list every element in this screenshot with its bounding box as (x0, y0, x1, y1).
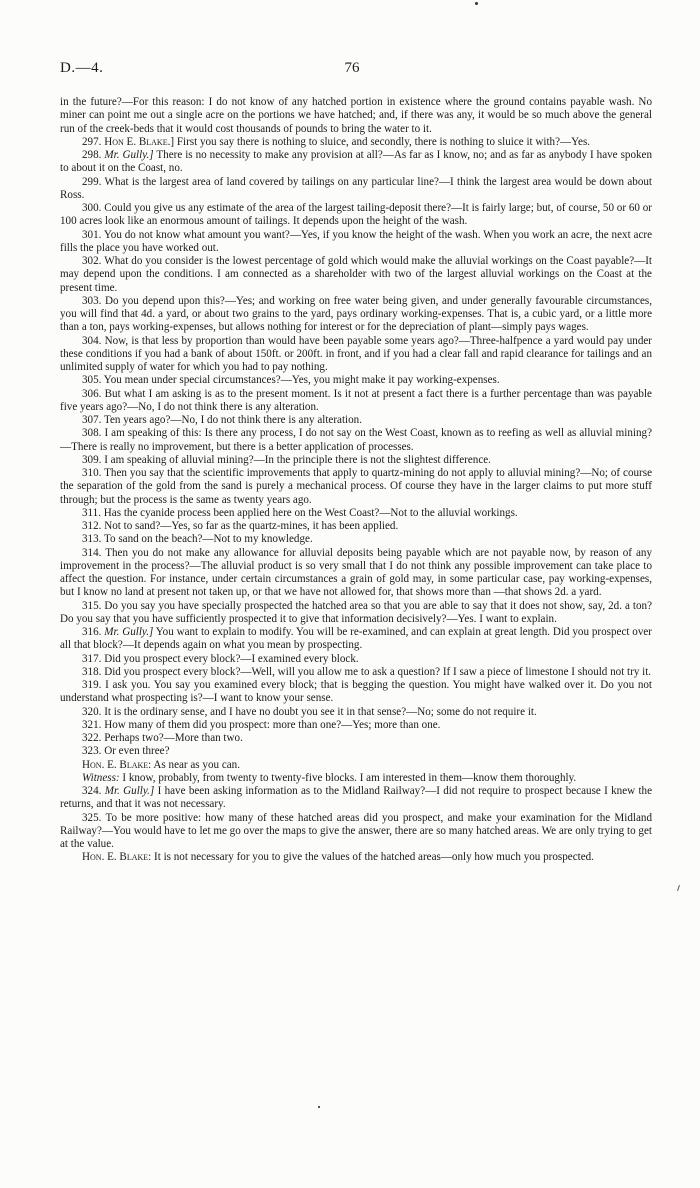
question-number: 312. (82, 520, 102, 532)
question-number: 309. (82, 453, 102, 466)
question-paragraph (60, 533, 652, 546)
question-number: 301. (82, 228, 102, 241)
paragraph-text: Do you depend upon this?—Yes; and working on free water being given, and under generally favourable circumstances, you will find that 4d. a yard, or about two grains to the yard, pays ordinary working-expenses. That is, a cubic yard, or a little more than a ton, pays working-expenses, but allows nothing for interest or for the depreciation of plant—simply pays wages. (60, 294, 652, 334)
question-number: 298. (82, 149, 102, 161)
document-code: D.—4. (60, 60, 104, 76)
paragraph-text: You mean under special circumstances?—Yes, you might make it pay working-expenses. (103, 374, 500, 387)
paragraph-text: It is the ordinary sense, and I have no doubt you see it in that sense?—No; some do not require it. (104, 705, 537, 718)
paragraph (60, 851, 652, 864)
paragraph-text: I ask you. You say you examined every block; that is begging the question. You might have walked over it. Do you not understand what prospecting is?—I want to know your sense. (60, 679, 652, 705)
paragraph-text: Not to sand?—Yes, so far as the quartz-mines, it has been applied. (104, 520, 399, 532)
question-number: 323. (82, 745, 102, 758)
question-number: 302. (82, 255, 102, 267)
question-paragraph (60, 427, 652, 454)
speaker-label: Mr. Gully.] (104, 149, 154, 161)
question-number: 325. (82, 811, 102, 824)
question-number: 317. (82, 652, 102, 665)
paragraph-text: Did you prospect every block?—I examined every block. (104, 652, 359, 665)
paragraph-text: Then you do not make any allowance for alluvial deposits being payable which are not payable now, by reason of any improvement in the process?—The alluvial product is so very small that I do not think any possible improvement can take place to affect the question. For instance, under certain circumstances a grain of gold may, in some particular case, pay working-expenses, but I know no land at present not taken up, or that we have not allowed for, that shows more than —that shows 2d. a yard. (60, 546, 652, 599)
question-number: 299. (82, 175, 102, 188)
paragraph-text: I know, probably, from twenty to twenty-five blocks. I am interested in them—know them thoroughly. (122, 771, 577, 784)
testimony-body (60, 96, 652, 865)
question-number: 308. (82, 427, 102, 440)
paragraph-text: How many of them did you prospect: more than one?—Yes; more than one. (104, 718, 441, 731)
paragraph-text: I am speaking of alluvial mining?—In the principle there is not the slightest difference. (104, 453, 491, 466)
speaker-label: Hon. E. Blake: (82, 758, 152, 771)
paragraph-text: There is no necessity to make any provision at all?—As far as I know, no; and as far as anybody I have spoken to about it on the Coast, no. (60, 149, 653, 175)
question-number: 314. (82, 546, 102, 559)
paragraph-text: Did you prospect every block?—Well, will you allow me to ask a question? If I saw a piece of limestone I should not try it. (104, 665, 652, 678)
question-number: 300. (82, 202, 102, 214)
paragraph-text: What is the largest area of land covered by tailings on any particular line?—I think the largest area would be down about Ross. (60, 175, 652, 201)
question-paragraph (60, 653, 652, 666)
paragraph-text: It is not necessary for you to give the values of the hatched areas—only how much you prospected. (154, 851, 594, 864)
question-paragraph (60, 520, 652, 533)
question-paragraph (60, 136, 652, 149)
paragraph-text: First you say there is nothing to sluice, and secondly, there is nothing to sluice it with?—Yes. (176, 135, 591, 148)
question-paragraph (60, 745, 652, 758)
paragraph-text: What do you consider is the lowest percentage of gold which would make the alluvial workings on the Coast payable?—It may depend upon the conditions. I am connected as a shareholder with two of the largest alluvial workings on the Coast at the present time. (60, 255, 652, 294)
question-paragraph (60, 202, 652, 229)
question-number: 324. (82, 785, 102, 797)
stray-mark (475, 2, 478, 5)
question-number: 318. (82, 665, 102, 678)
paragraph (60, 96, 652, 136)
speaker-label: Mr. Gully.] (104, 785, 155, 797)
speaker-label: Hon E. Blake.] (104, 135, 175, 148)
question-paragraph (60, 335, 652, 375)
question-paragraph (60, 679, 652, 706)
paragraph-text: I have been asking information as to the Midland Railway?—I did not require to prospect because I knew the returns, and that it was not necessary. (60, 785, 652, 811)
question-number: 322. (82, 732, 102, 744)
paragraph-text: Now, is that less by proportion than would have been payable some years ago?—Three-halfpence a yard would pay under these conditions if you had a bank of about 150ft. or 200ft. in front, and if you had a clear fall and rapid clearance for tailings and an unlimited supply of water for which you had to pay nothing. (60, 334, 652, 373)
question-paragraph (60, 719, 652, 732)
paragraph-text: As near as you can. (153, 758, 240, 771)
question-paragraph (60, 255, 652, 295)
question-paragraph (60, 295, 652, 335)
question-paragraph (60, 507, 652, 520)
paragraph-text: Has the cyanide process been applied here on the West Coast?—Not to the alluvial workings. (103, 506, 518, 519)
margin-mark (677, 885, 680, 891)
paragraph-text: To sand on the beach?—Not to my knowledge. (104, 533, 313, 546)
stray-speck (318, 1106, 320, 1108)
paragraph-text: Or even three? (104, 745, 170, 758)
question-number: 297. (82, 135, 102, 148)
question-number: 315. (82, 599, 102, 612)
paragraph (60, 772, 652, 785)
question-paragraph (60, 547, 652, 600)
paragraph-text: But what I am asking is as to the present moment. Is it not at present a fact there is a further percentage than was payable five years ago?—No, I do not think there is any alteration. (60, 387, 652, 413)
question-paragraph (60, 388, 652, 415)
question-paragraph (60, 149, 652, 176)
question-paragraph (60, 454, 652, 467)
question-paragraph (60, 732, 652, 745)
question-paragraph (60, 374, 652, 387)
paragraph (60, 759, 652, 772)
speaker-label: Witness: (82, 771, 120, 784)
paragraph-text: Perhaps two?—More than two. (104, 732, 243, 744)
question-paragraph (60, 600, 652, 627)
question-number: 305. (82, 374, 102, 387)
question-paragraph (60, 626, 652, 653)
paragraph-text: I am speaking of this: Is there any process, I do not say on the West Coast, known as to reefing as well as alluvial mining?—There is really no improvement, but there is a better application of processes. (60, 427, 652, 453)
question-number: 319. (82, 679, 102, 691)
paragraph-text: in the future?—For this reason: I do not know of any hatched portion in existence where the ground contains payable wash. No miner can point me out a single acre on the portions we have hatched; and, if there was any, it would be so much above the general run of the creek-beds that it would cost thousands of pounds to bring the water to it. (60, 96, 652, 135)
page-number: 76 (344, 60, 360, 76)
question-number: 311. (82, 506, 102, 519)
paragraph-text: To be more positive: how many of these hatched areas did you prospect, and make your examination for the Midland Railway?—You would have to let me go over the maps to give the answer, there are so many hatched areas. We are only trying to get at the value. (60, 811, 652, 850)
question-number: 303. (82, 294, 102, 307)
paragraph-text: Ten years ago?—No, I do not think there is any alteration. (104, 414, 362, 426)
question-number: 306. (82, 387, 102, 400)
speaker-label: Hon. E. Blake: (82, 851, 152, 864)
paragraph-text: You want to explain to modify. You will be re-examined, and can explain at great length. Did you prospect over all that block?—It depends again on what you mean by prospecting. (60, 626, 652, 652)
question-paragraph (60, 176, 652, 203)
question-number: 316. (82, 626, 102, 638)
question-number: 321. (82, 718, 102, 731)
question-number: 307. (82, 414, 102, 426)
question-paragraph (60, 706, 652, 719)
question-paragraph (60, 467, 652, 507)
question-number: 320. (82, 705, 102, 718)
question-paragraph (60, 785, 652, 812)
question-paragraph (60, 812, 652, 852)
page-header (58, 60, 646, 82)
question-paragraph (60, 414, 652, 427)
speaker-label: Mr. Gully.] (104, 626, 154, 638)
question-number: 313. (82, 533, 102, 546)
paragraph-text: Then you say that the scientific improvements that apply to quartz-mining do not apply to alluvial mining?—No; of course the separation of the gold from the sand is purely a mechanical process. Of course they have in the larger claims to put more stuff through; but the process is the same as twenty years ago. (60, 467, 652, 506)
paragraph-text: You do not know what amount you want?—Yes, if you know the height of the wash. When you work an acre, the next acre fills the place you have worked out. (60, 228, 652, 254)
question-number: 304. (82, 334, 102, 347)
paragraph-text: Do you say you have specially prospected the hatched area so that you are able to say that it does not show, say, 2d. a ton? Do you say that you have sufficiently prospected it to give that information decisively?—Yes. I want to explain. (60, 599, 652, 625)
question-number: 310. (82, 467, 102, 479)
question-paragraph (60, 666, 652, 679)
paragraph-text: Could you give us any estimate of the area of the largest tailing-deposit there?—It is fairly large; but, of course, 50 or 60 or 100 acres look like an enormous amount of tailings. It depends upon the height of the wash. (60, 202, 652, 228)
question-paragraph (60, 229, 652, 256)
